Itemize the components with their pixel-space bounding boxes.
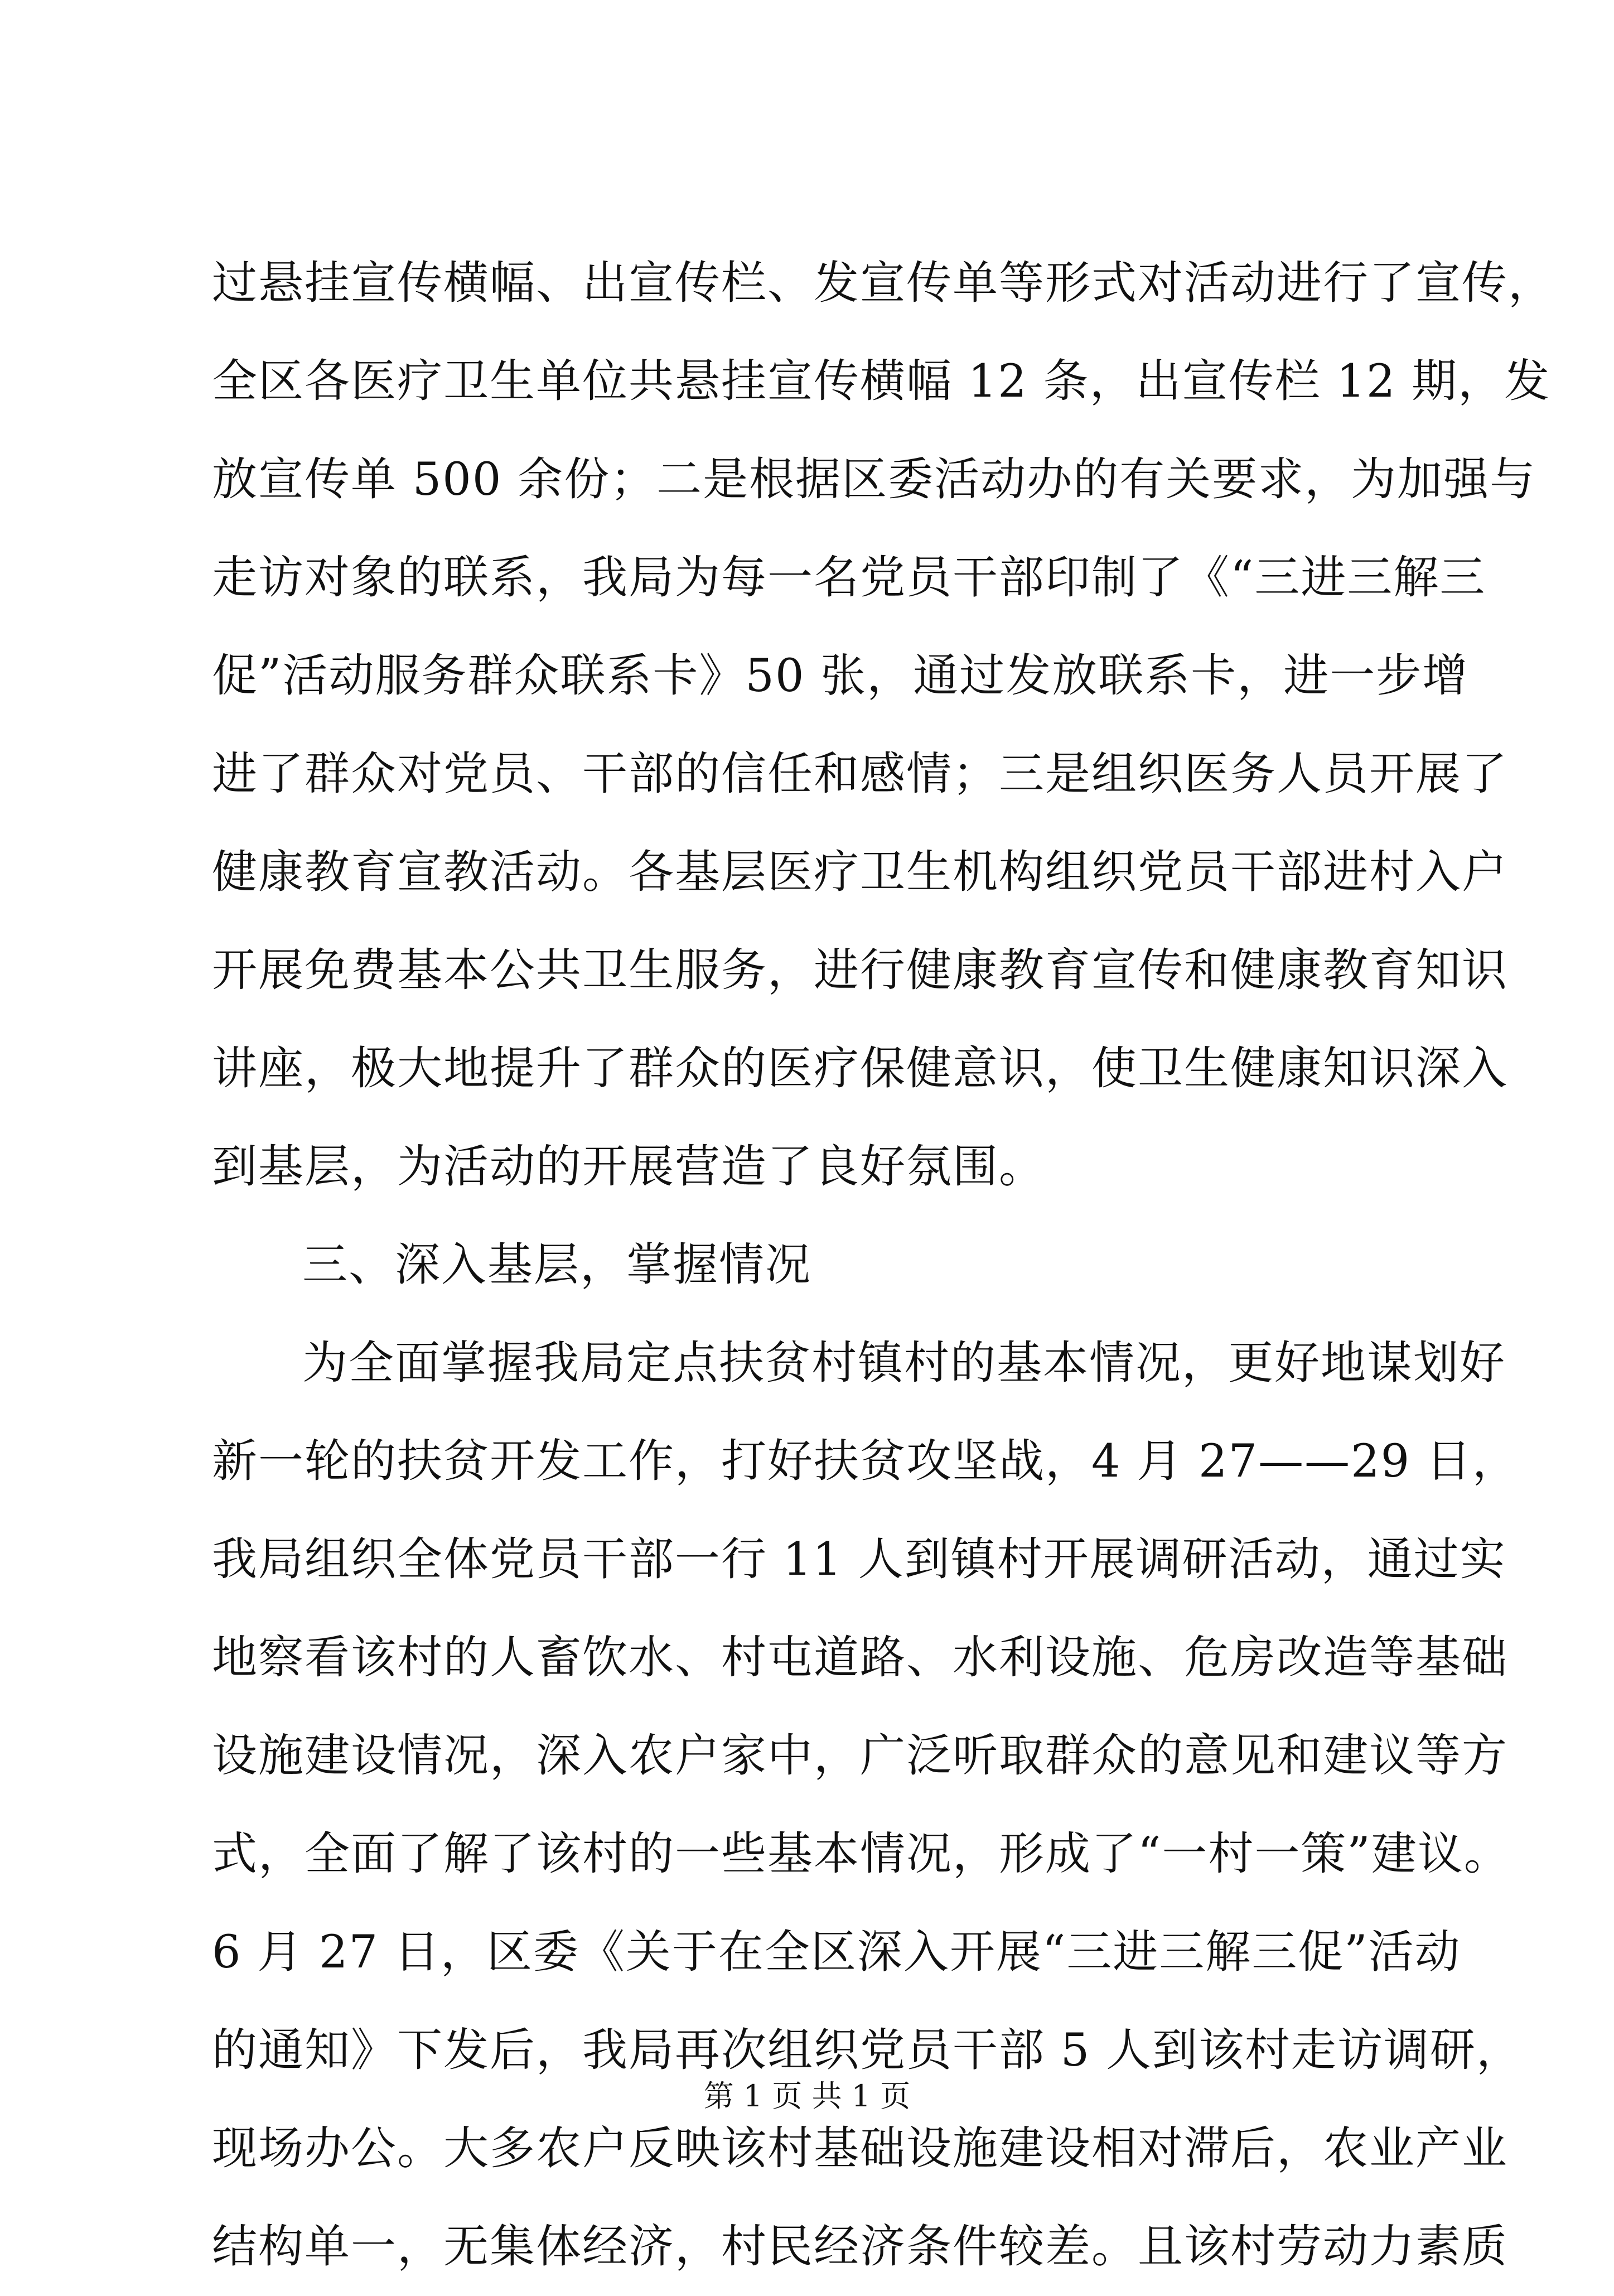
text-line: 进了群众对党员、干部的信任和感情；三是组织医务人员开展了 xyxy=(212,748,1509,800)
text-line: 到基层，为活动的开展营造了良好氛围。 xyxy=(212,1141,1046,1193)
text-line: 6 月 27 日，区委《关于在全区深入开展“三进三解三促”活动 xyxy=(212,1926,1461,1979)
text-line: 放宣传单 500 余份；二是根据区委活动办的有关要求，为加强与 xyxy=(212,454,1536,506)
text-line: 促”活动服务群众联系卡》50 张，通过发放联系卡，进一步增 xyxy=(212,650,1469,702)
text-line: 地察看该村的人畜饮水、村屯道路、水利设施、危房改造等基础 xyxy=(212,1632,1509,1684)
text-line: 讲座，极大地提升了群众的医疗保健意识，使卫生健康知识深入 xyxy=(212,1043,1509,1095)
section-heading: 三、深入基层，掌握情况 xyxy=(302,1239,812,1291)
text-line: 结构单一，无集体经济，村民经济条件较差。且该村劳动力素质 xyxy=(212,2221,1509,2273)
text-line: 我局组织全体党员干部一行 11 人到镇村开展调研活动，通过实 xyxy=(212,1533,1506,1586)
text-line: 设施建设情况，深入农户家中，广泛听取群众的意见和建议等方 xyxy=(212,1730,1509,1782)
paragraph-first-line: 为全面掌握我局定点扶贫村镇村的基本情况，更好地谋划好 xyxy=(302,1337,1506,1390)
text-line: 走访对象的联系，我局为每一名党员干部印制了《“三进三解三 xyxy=(212,552,1486,604)
document-body xyxy=(212,234,1555,2296)
text-line: 开展免费基本公共卫生服务，进行健康教育宣传和健康教育知识 xyxy=(212,944,1509,997)
text-line: 新一轮的扶贫开发工作，打好扶贫攻坚战，4 月 27——29 日， xyxy=(212,1435,1519,1488)
text-line: 现场办公。大多农户反映该村基础设施建设相对滞后，农业产业 xyxy=(212,2123,1509,2175)
text-line: 式，全面了解了该村的一些基本情况，形成了“一村一策”建议。 xyxy=(212,1828,1510,1880)
text-line: 健康教育宣教活动。各基层医疗卫生机构组织党员干部进村入户 xyxy=(212,846,1509,899)
page-footer: 第 1 页 共 1 页 xyxy=(703,2078,911,2114)
text-line: 过悬挂宣传横幅、出宣传栏、发宣传单等形式对活动进行了宣传， xyxy=(212,257,1555,310)
text-line: 全区各医疗卫生单位共悬挂宣传横幅 12 条，出宣传栏 12 期，发 xyxy=(212,355,1551,408)
text-line: 的通知》下发后，我局再次组织党员干部 5 人到该村走访调研， xyxy=(212,2024,1523,2077)
